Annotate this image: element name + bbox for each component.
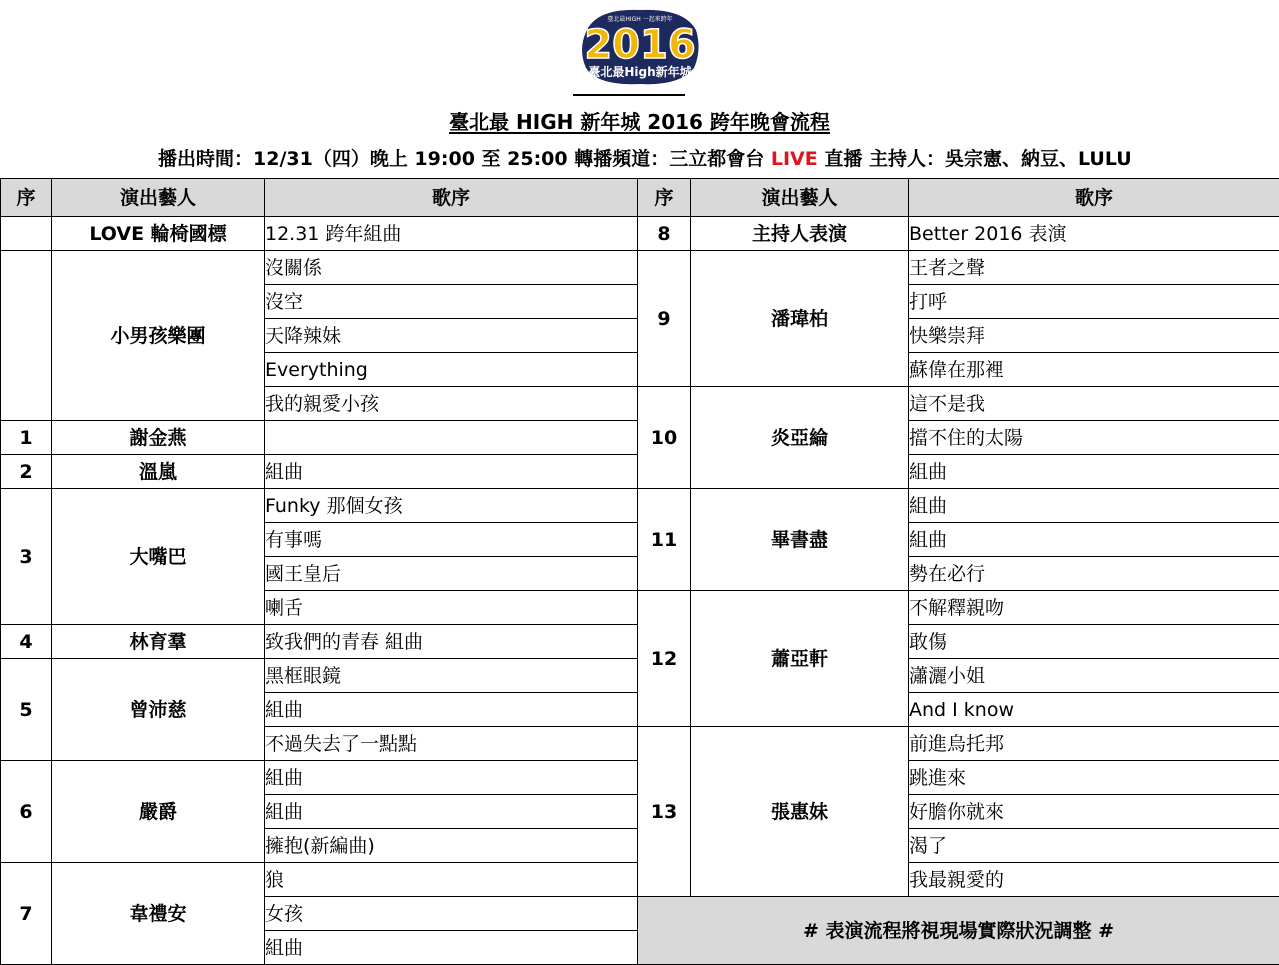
song-cell: 組曲 <box>265 795 638 829</box>
song-cell: 有事嗎 <box>265 523 638 557</box>
artist-cell: 潘瑋柏 <box>691 251 909 387</box>
seq-cell: 4 <box>1 625 52 659</box>
song-cell: 敢傷 <box>909 625 1279 659</box>
song-cell: 組曲 <box>265 761 638 795</box>
song-cell: 組曲 <box>909 523 1279 557</box>
seq-cell: 6 <box>1 761 52 863</box>
song-cell: 擁抱(新編曲) <box>265 829 638 863</box>
song-cell: And I know <box>909 693 1279 727</box>
col-header-artist: 演出藝人 <box>691 179 909 217</box>
seq-cell: 12 <box>638 591 691 727</box>
artist-cell: 溫嵐 <box>52 455 265 489</box>
broadcast-info <box>158 144 1132 174</box>
col-header-songs: 歌序 <box>265 179 638 217</box>
song-cell: 12.31 跨年組曲 <box>265 217 638 251</box>
artist-cell: 韋禮安 <box>52 863 265 965</box>
seq-cell: 1 <box>1 421 52 455</box>
logo-year: 2016 <box>584 22 695 68</box>
song-cell: 天降辣妹 <box>265 319 638 353</box>
artist-cell: 曾沛慈 <box>52 659 265 761</box>
song-cell: 黑框眼鏡 <box>265 659 638 693</box>
song-cell: 這不是我 <box>909 387 1279 421</box>
song-cell: 蘇偉在那裡 <box>909 353 1279 387</box>
seq-cell: 5 <box>1 659 52 761</box>
song-cell: 沒空 <box>265 285 638 319</box>
song-cell: 打呼 <box>909 285 1279 319</box>
table-row <box>1 217 1279 251</box>
song-cell: 跳進來 <box>909 761 1279 795</box>
song-cell: 瀟灑小姐 <box>909 659 1279 693</box>
song-cell: 前進烏托邦 <box>909 727 1279 761</box>
song-cell: 我的親愛小孩 <box>265 387 638 421</box>
song-cell: 好膽你就來 <box>909 795 1279 829</box>
logo-divider <box>573 94 685 96</box>
song-cell: Funky 那個女孩 <box>265 489 638 523</box>
col-header-songs: 歌序 <box>909 179 1279 217</box>
song-cell: Better 2016 表演 <box>909 217 1279 251</box>
song-cell: 組曲 <box>909 489 1279 523</box>
artist-cell: 大嘴巴 <box>52 489 265 625</box>
song-cell: Everything <box>265 353 638 387</box>
song-cell: 我最親愛的 <box>909 863 1279 897</box>
song-cell: 快樂崇拜 <box>909 319 1279 353</box>
logo-subtitle: 臺北最High新年城 <box>588 64 692 79</box>
live-label: LIVE <box>771 148 818 170</box>
col-header-seq: 序 <box>1 179 52 217</box>
table-row <box>1 251 1279 285</box>
schedule-note: # 表演流程將視現場實際狀況調整 # <box>638 897 1279 965</box>
col-header-seq: 序 <box>638 179 691 217</box>
song-cell: 狼 <box>265 863 638 897</box>
song-cell: 王者之聲 <box>909 251 1279 285</box>
host-text: 直播 主持人：吳宗憲、納豆、LULU <box>818 148 1132 170</box>
song-cell: 組曲 <box>265 693 638 727</box>
artist-cell: 謝金燕 <box>52 421 265 455</box>
seq-cell: 7 <box>1 863 52 965</box>
artist-cell: 小男孩樂團 <box>52 251 265 421</box>
song-cell <box>265 421 638 455</box>
table-row <box>1 489 1279 523</box>
song-cell: 沒關係 <box>265 251 638 285</box>
artist-cell: 主持人表演 <box>691 217 909 251</box>
artist-cell: 林育羣 <box>52 625 265 659</box>
program-table <box>0 178 1279 965</box>
seq-cell: 8 <box>638 217 691 251</box>
artist-cell: 畢書盡 <box>691 489 909 591</box>
artist-cell: 炎亞綸 <box>691 387 909 489</box>
song-cell: 致我們的青春 組曲 <box>265 625 638 659</box>
song-cell: 國王皇后 <box>265 557 638 591</box>
song-cell: 擋不住的太陽 <box>909 421 1279 455</box>
col-header-artist: 演出藝人 <box>52 179 265 217</box>
artist-cell: 蕭亞軒 <box>691 591 909 727</box>
seq-cell: 3 <box>1 489 52 625</box>
song-cell: 組曲 <box>909 455 1279 489</box>
seq-cell <box>1 217 52 251</box>
song-cell: 不解釋親吻 <box>909 591 1279 625</box>
page-title: 臺北最 HIGH 新年城 2016 跨年晚會流程 <box>0 107 1279 137</box>
song-cell: 喇舌 <box>265 591 638 625</box>
song-cell: 渴了 <box>909 829 1279 863</box>
logo-tagline: 臺北最HIGH 一起來跨年 <box>607 15 672 23</box>
event-logo <box>576 2 704 88</box>
seq-cell: 10 <box>638 387 691 489</box>
artist-cell: 嚴爵 <box>52 761 265 863</box>
artist-cell: LOVE 輪椅國標 <box>52 217 265 251</box>
seq-cell: 13 <box>638 727 691 897</box>
seq-cell: 11 <box>638 489 691 591</box>
song-cell: 女孩 <box>265 897 638 931</box>
table-header-row <box>1 179 1279 217</box>
seq-cell <box>1 251 52 421</box>
seq-cell: 2 <box>1 455 52 489</box>
broadcast-text: 播出時間：12/31（四）晚上 19:00 至 25:00 轉播頻道：三立都會台 <box>158 148 771 170</box>
artist-cell: 張惠妹 <box>691 727 909 897</box>
song-cell: 組曲 <box>265 931 638 965</box>
song-cell: 勢在必行 <box>909 557 1279 591</box>
song-cell: 不過失去了一點點 <box>265 727 638 761</box>
song-cell: 組曲 <box>265 455 638 489</box>
seq-cell: 9 <box>638 251 691 387</box>
